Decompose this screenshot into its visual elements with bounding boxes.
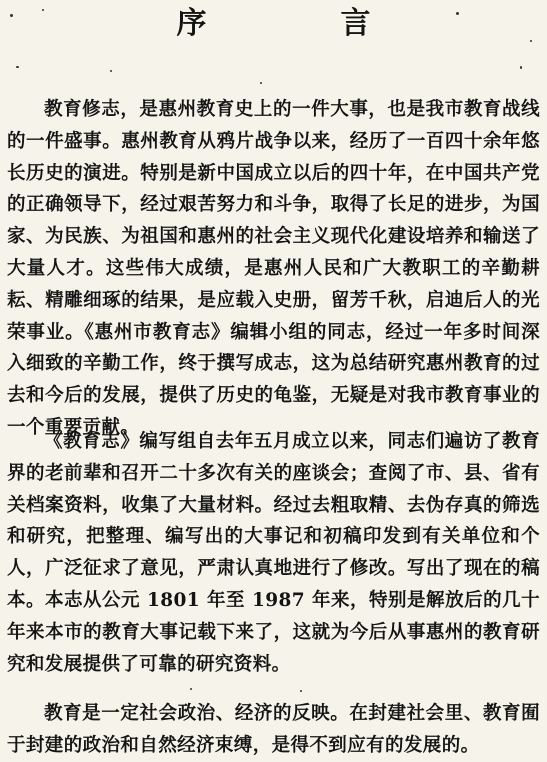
page-title: 序 言 bbox=[176, 6, 423, 41]
scan-speck bbox=[42, 9, 44, 11]
scan-speck bbox=[190, 688, 192, 690]
scan-speck bbox=[110, 70, 112, 72]
paragraph-1: 教育修志，是惠州教育史上的一件大事，也是我市教育战线的一件盛事。惠州教育从鸦片战争以来，经历了一百四十余年悠长历史的演进。特别是新中国成立以后的四十年，在中国共产党的正确领导下，经过艰苦努力和斗争，取得了长足的进步，为国家、为民族、为祖国和惠州的社会主义现代化建设培养和输送了大量人才。这些伟大成绩，是惠州人民和广大教职工的辛勤耕耘、精雕细琢的结果，是应载入史册，留芳千秋，启迪后人的光荣事业。《惠州市教育志》编辑小组的同志，经过一年多时间深入细致的辛勤工作，终于撰写成志，这为总结研究惠州教育的过去和今后的发展，提供了历史的龟鉴，无疑是对我市教育事业的一个重要贡献。 bbox=[7, 99, 540, 438]
paragraph-2: 《教育志》编写组自去年五月成立以来，同志们遍访了教育界的老前辈和召开二十多次有关的座谈会；查阅了市、县、省有关档案资料，收集了大量材料。经过去粗取精、去伪存真的筛选和研究，把整理、编写出的大事记和初稿印发到有关单位和个人，广泛征求了意见，严肃认真地进行了修改。写出了现在的稿本。本志从公元 1801 年至 1987 年来，特别是解放后的几十年来本市的教育大事记载下来了，这就为今后从事惠州的教育研究和发展提供了可靠的研究资料。 bbox=[7, 431, 540, 675]
scan-speck bbox=[520, 66, 522, 69]
scan-speck bbox=[456, 12, 459, 15]
scan-speck bbox=[10, 14, 13, 17]
scan-speck bbox=[16, 66, 19, 68]
scan-speck bbox=[530, 40, 532, 42]
scan-speck bbox=[300, 690, 302, 692]
paragraph-3: 教育是一定社会政治、经济的反映。在封建社会里、教育囿于封建的政治和自然经济束缚，是得不到应有的发展的。 bbox=[7, 703, 540, 756]
scan-speck bbox=[260, 82, 262, 84]
